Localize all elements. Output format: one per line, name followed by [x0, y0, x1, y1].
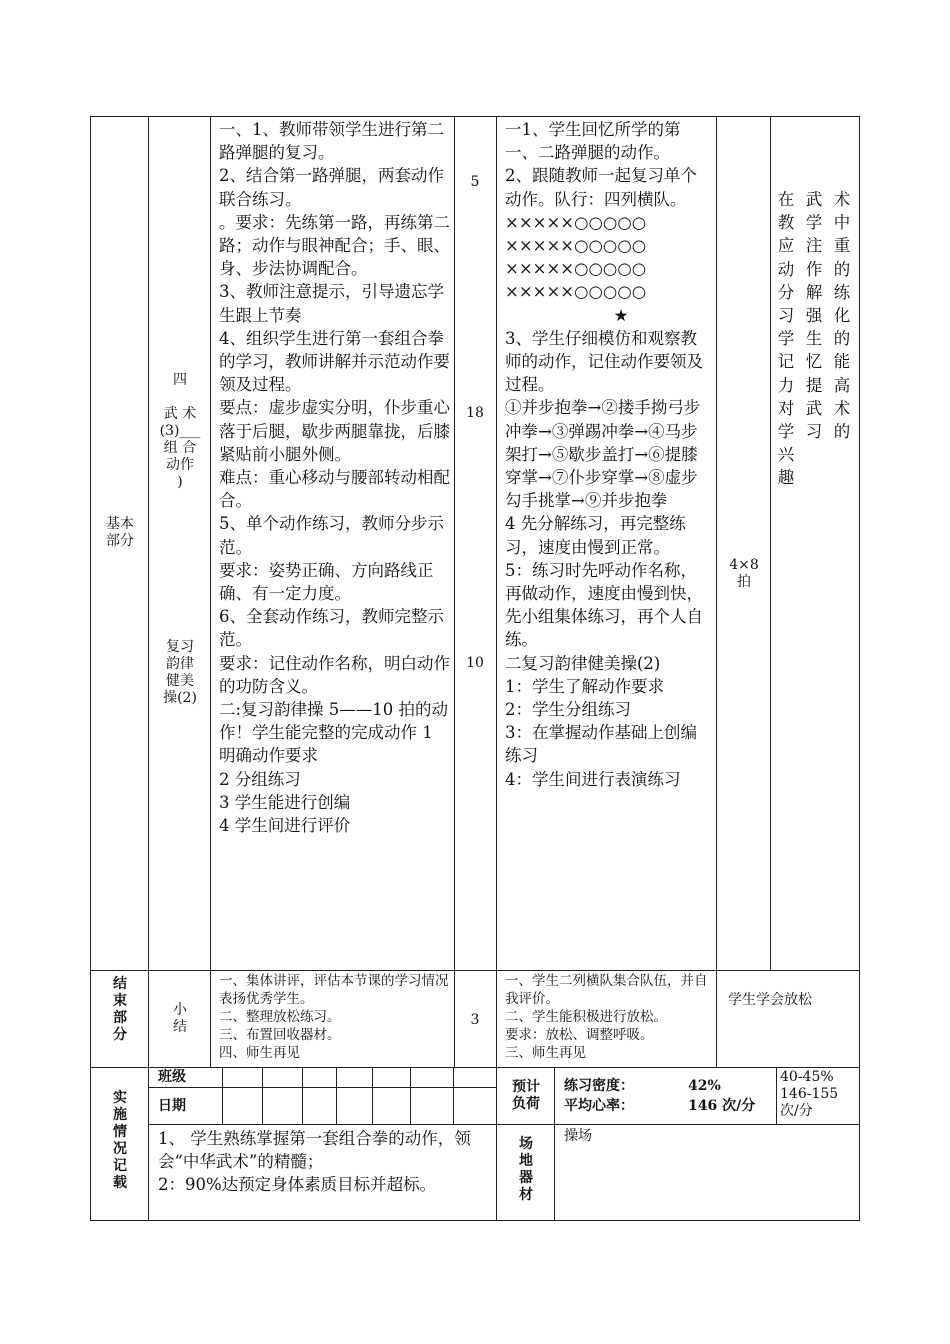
density-label: 练习密度： [564, 1078, 634, 1094]
heart-rate-value: 146 次/分 [688, 1098, 756, 1114]
record-grid-line [262, 1067, 263, 1124]
ending-student-activities: 一、学生二列横队集合队伍，并自我评价。 二、学生能积极进行放松。 要求：放松、调整呼吸。 三、师生再见 [505, 973, 708, 1061]
col-divider-teacher [210, 116, 211, 1067]
table-border-bottom [90, 1220, 860, 1221]
ending-objective: 学生学会放松 [728, 992, 812, 1008]
implementation-summary: 1、 学生熟练掌握第一套组合拳的动作，领会“中华武术”的精髓； 2：90%达预定身体素质目标并超标。 [158, 1129, 471, 1195]
row-divider-ending [90, 970, 860, 971]
col-divider-reps [716, 116, 717, 1067]
objective-column-3: 术中重的练化的能高术的 [833, 190, 851, 442]
content-wushu: 四 武 术 (3)___ 组 合 动作 ) [159, 372, 201, 490]
objective-vertical-text [776, 188, 854, 488]
col-divider-content [148, 116, 149, 1221]
objective-column-1: 在教应动分习学记力对学兴趣 [777, 190, 795, 488]
record-part-label: 实 施 情 况 记 载 [113, 1090, 127, 1191]
student-activities-part-b: 3、学生仔细模仿和观察教师的动作，记住动作要领及过程。 ①并步抱拳→②搂手拗弓步冲拳→③弹踢冲拳→④马步架打→⑤歇步盖打→⑥提膝穿掌→⑦仆步穿掌→⑧虚步勾手挑掌→⑨并步抱拳 4 先分解练习，再完整练习，速度由慢到正常。 5：练习时先呼动作名称，再做动作，速度由慢到快，先小组集体练习，再个人自练。 二复习韵律健美操(2) 1：学生了解动作要求 2：学生分组练习 3：在掌握动作基础上创编练习 4：学生间进行表演练习 [505, 328, 703, 789]
target-range-divider [776, 1067, 777, 1124]
table-border-top [90, 116, 860, 117]
class-label: 班级 [158, 1069, 186, 1085]
ending-content: 小 结 [173, 1002, 187, 1035]
density-value: 42% [688, 1078, 721, 1094]
time-10: 10 [466, 655, 484, 671]
load-label-divider [554, 1067, 555, 1221]
heart-rate-label: 平均心率： [564, 1098, 634, 1114]
teacher-activities: 一、1、教师带领学生进行第二路弹腿的复习。 2、结合第一路弹腿，两套动作联合练习。 。要求：先练第一路，再练第二路；动作与眼神配合；手、眼、身、步法协调配合。 3、教师注意提示，引导遗忘学生跟上节奏 4、组织学生进行第一套组合拳的学习，教师讲解并示范动作要领及过程。 要点：虚步虚实分明，仆步重心落于后腿，歇步两腿靠拢，后膝紧贴前小腿外侧。 难点：重心移动与腰部转动相配合。 5、单个动作练习，教师分步示范。 要求：姿势正确、方向路线正确、有一定力度。 6、全套动作练习，教师完整示范。 要求：记住动作名称，明白动作的功防含义。 二:复习韵律操 5——10 拍的动作！学生能完整的完成动作 1 明确动作要求 2 分组练习 3 学生能进行创编 4 学生间进行评价 [219, 120, 450, 836]
record-grid-line [336, 1067, 337, 1124]
record-inner-divider [148, 1124, 860, 1125]
date-label: 日期 [158, 1098, 186, 1114]
target-range: 40-45% 146-155 次/分 [780, 1069, 839, 1119]
time-18: 18 [466, 405, 484, 421]
student-activities [505, 118, 713, 791]
ending-part-label: 结 束 部 分 [113, 976, 127, 1043]
col-divider-objective [770, 116, 771, 970]
table-border-left [90, 116, 91, 1221]
col-divider-student [496, 116, 497, 1221]
teacher-star-icon: ★ [613, 305, 629, 325]
ending-time: 3 [470, 1012, 480, 1028]
time-5: 5 [470, 174, 480, 190]
ending-teacher-activities: 一、集体讲评，评估本节课的学习情况表扬优秀学生。 二、整理放松练习。 三、布置回收器材。 四、师生再见 [219, 973, 449, 1061]
row-divider-record [90, 1067, 860, 1068]
load-label: 预计 负荷 [512, 1079, 540, 1112]
record-grid-line [372, 1067, 373, 1124]
record-grid-line [453, 1067, 454, 1124]
venue-label: 场 地 器 材 [519, 1136, 533, 1203]
record-grid-line [302, 1067, 303, 1124]
table-border-right [859, 116, 860, 1221]
class-date-divider [148, 1087, 496, 1088]
repetitions: 4×8 拍 [729, 557, 759, 590]
student-activities-part-a: 一1、学生回忆所学的第一、二路弹腿的动作。 2、跟随教师一起复习单个动作。队行：四列横队。 ×××××○○○○○ ×××××○○○○○ ×××××○○○○○ ×××××○○○○○ [505, 120, 697, 302]
col-divider-time [454, 116, 455, 1067]
content-rhythm-aerobics: 复习 韵律 健美 操(2) [163, 639, 197, 706]
record-grid-line [222, 1067, 223, 1124]
basic-part-label: 基本 部分 [106, 516, 134, 549]
objective-column-2: 武学注作解强生忆提武习 [805, 190, 823, 442]
record-grid-line [410, 1067, 411, 1124]
venue-value: 操场 [564, 1128, 592, 1144]
